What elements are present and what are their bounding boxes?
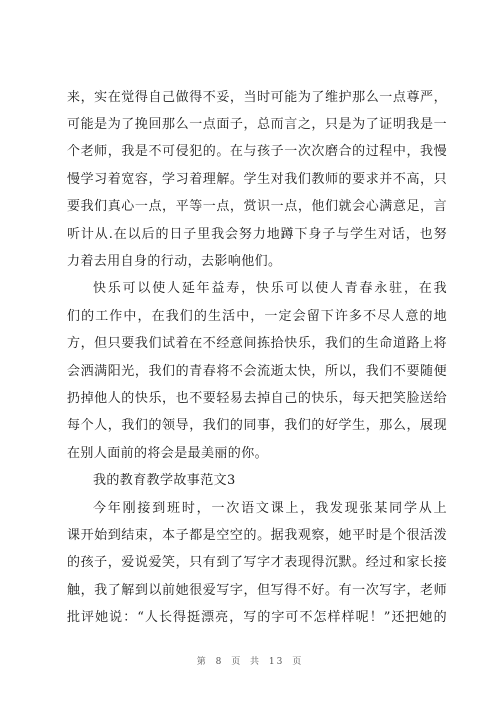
text-line: 的孩子，爱说爱笑，只有到了写字才表现得沉默。经过和家长接 xyxy=(67,555,447,570)
page-footer: 第 8 页 共 13 页 xyxy=(196,657,304,667)
text-line: 要我们真心一点，平等一点，赏识一点，他们就会心满意足，言 xyxy=(67,199,447,214)
section-heading: 我的教育教学故事范文3 xyxy=(93,473,236,488)
paragraph-first-line: 快乐可以使人延年益寿，快乐可以使人青春永驻，在我 xyxy=(93,281,447,296)
text-line: 触，我了解到以前她很爱写字，但写得不好。有一次写字，老师 xyxy=(67,583,447,598)
text-line: 批评她说：“人长得挺漂亮，写的字可不怎样样呢！”还把她的 xyxy=(67,610,447,625)
text-line: 听计从.在以后的日子里我会努力地蹲下身子与学生对话，也努 xyxy=(67,227,447,242)
text-line: 扔掉他人的快乐，也不要轻易去掉自己的快乐，每天把笑脸送给 xyxy=(67,391,447,406)
text-line: 个老师，我是不可侵犯的。在与孩子一次次磨合的过程中，我慢 xyxy=(67,144,447,159)
text-line: 方，但只要我们试着在不经意间拣拾快乐，我们的生命道路上将 xyxy=(67,336,447,351)
text-line: 每个人，我们的领导，我们的同事，我们的好学生，那么，展现 xyxy=(67,418,447,433)
text-line: 课开始到结束，本子都是空空的。据我观察，她平时是个很活泼 xyxy=(67,528,447,543)
paragraph-first-line: 今年刚接到班时，一次语文课上，我发现张某同学从上 xyxy=(93,501,447,516)
text-line: 慢学习着宽容，学习着理解。学生对我们教师的要求并不高，只 xyxy=(67,172,447,187)
text-line: 力着去用自身的行动，去影响他们。 xyxy=(67,254,282,269)
text-line: 会洒满阳光，我们的青春将不会流逝太快，所以，我们不要随便 xyxy=(67,364,447,379)
text-line: 可能是为了挽回那么一点面子，总而言之，只是为了证明我是一 xyxy=(67,117,447,132)
text-line: 们的工作中，在我们的生活中，一定会留下许多不尽人意的地 xyxy=(67,309,447,324)
text-line: 在别人面前的将会是最美丽的你。 xyxy=(67,446,269,461)
text-line: 来，实在觉得自己做得不妥，当时可能为了维护那么一点尊严， xyxy=(67,90,447,105)
